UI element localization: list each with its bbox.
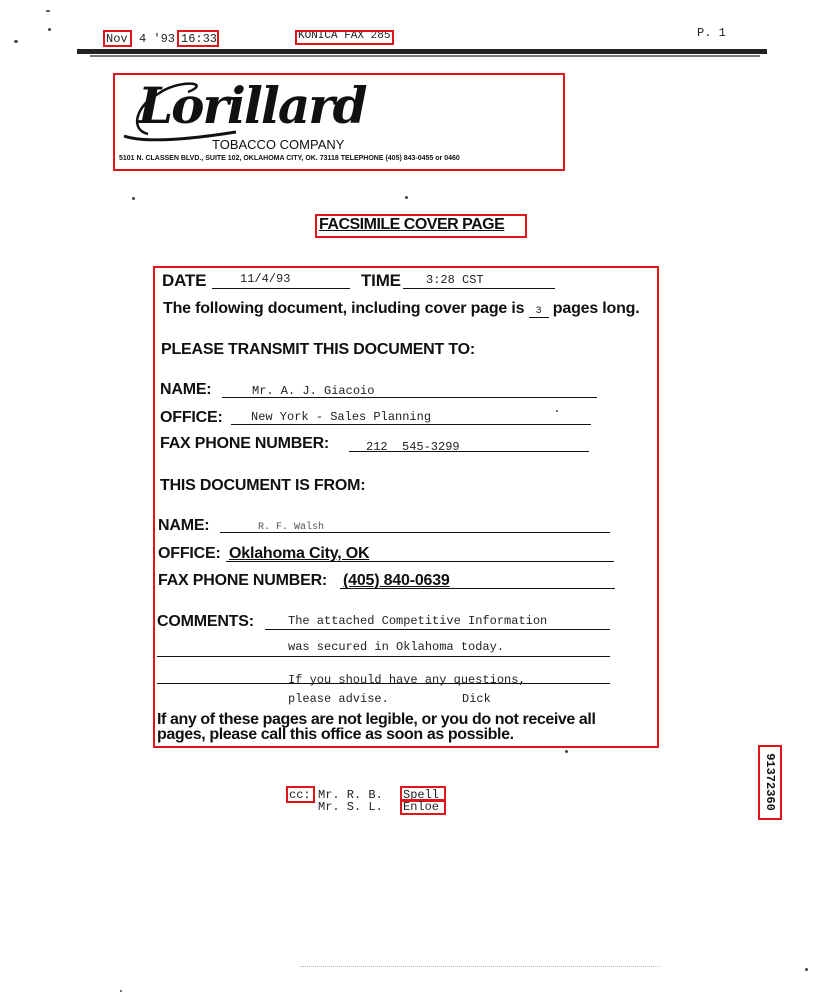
to-name-label: NAME: <box>160 381 212 398</box>
fax-time: 16:33 <box>181 32 218 46</box>
to-office-label: OFFICE: <box>160 409 223 426</box>
fax-page-number: P. 1 <box>697 26 726 40</box>
date-line <box>212 288 350 289</box>
to-fax-value: 212 545-3299 <box>366 440 460 454</box>
company-name: TOBACCO COMPANY <box>212 137 345 152</box>
fax-month: Nov <box>106 32 128 46</box>
scan-noise-bottom <box>300 965 660 967</box>
fax-date: 4 '93 <box>139 32 176 46</box>
comments-text-4: please advise. <box>288 692 389 706</box>
cc-label: cc: <box>289 788 311 802</box>
comments-label: COMMENTS: <box>157 613 254 630</box>
pages-count: 3 <box>529 306 549 318</box>
legibility-notice-2: pages, please call this office as soon as possible. <box>157 726 514 743</box>
from-fax-value: (405) 840-0639 <box>343 572 450 589</box>
from-fax-label: FAX PHONE NUMBER: <box>158 572 328 589</box>
lorillard-logo <box>118 74 368 146</box>
logo-wordmark: Lorillard <box>138 76 366 135</box>
comments-text-1: The attached Competitive Information <box>288 614 548 628</box>
comments-line-1 <box>265 629 610 630</box>
cc-line1-prefix: Mr. R. B. <box>318 788 383 802</box>
cc-line2-prefix: Mr. S. L. <box>318 800 383 814</box>
pages-text <box>163 300 640 318</box>
to-office-line <box>231 424 591 425</box>
fax-machine: KONICA FAX 285 <box>298 30 391 42</box>
month-highlight <box>103 30 132 47</box>
legibility-notice-1: If any of these pages are not legible, or you do not receive all <box>157 711 596 728</box>
letterhead-address: 5101 N. CLASSEN BLVD., SUITE 102, OKLAHOMA CITY, OK. 73118 TELEPHONE (405) 843-0455 or 0460 <box>119 155 460 162</box>
comments-line-2 <box>157 656 610 657</box>
from-heading: THIS DOCUMENT IS FROM: <box>160 477 366 494</box>
from-name-label: NAME: <box>158 517 210 534</box>
fax-header-rule-shadow <box>90 55 760 57</box>
fax-header-rule <box>77 49 767 54</box>
time-highlight <box>177 30 219 47</box>
to-fax-label: FAX PHONE NUMBER: <box>160 435 330 452</box>
doc-number: 91372360 <box>763 753 777 811</box>
cc-enloe-highlight <box>400 799 446 815</box>
cc-line1-name: Spell <box>403 788 440 802</box>
comments-text-2: was secured in Oklahoma today. <box>288 640 505 654</box>
pages-text-after: pages long. <box>552 300 640 317</box>
to-office-value: New York - Sales Planning <box>251 410 432 424</box>
comments-text-3: If you should have any questions, <box>288 673 526 687</box>
date-value: 11/4/93 <box>240 272 291 286</box>
from-name-value: R. F. Walsh <box>258 522 325 533</box>
date-label: DATE <box>162 271 207 290</box>
comments-signature: Dick <box>462 692 491 706</box>
transmit-heading: PLEASE TRANSMIT THIS DOCUMENT TO: <box>161 341 475 358</box>
from-office-label: OFFICE: <box>158 545 221 562</box>
to-name-value: Mr. A. J. Giacoio <box>252 384 375 398</box>
cc-highlight <box>286 786 315 803</box>
time-value: 3:28 CST <box>426 273 484 287</box>
pages-text-before: The following document, including cover page is <box>163 300 525 317</box>
time-label: TIME <box>361 271 401 290</box>
page-title: FACSIMILE COVER PAGE <box>319 216 505 233</box>
cc-line2-name: Enloe <box>403 800 440 814</box>
time-line <box>403 288 555 289</box>
from-office-value: Oklahoma City, OK <box>229 545 370 562</box>
machine-highlight <box>295 30 394 45</box>
